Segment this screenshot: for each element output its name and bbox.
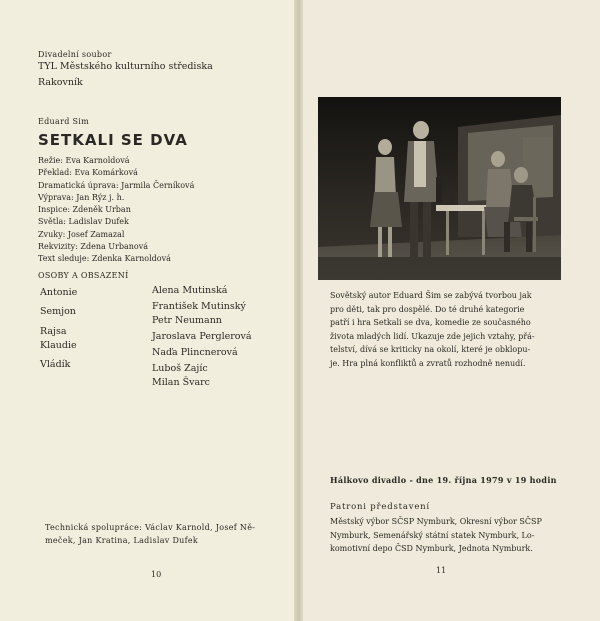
actor-name: Luboš Zajíc [152,363,208,374]
credit-line: Výprava: Jan Rýz j. h. [38,192,125,202]
credit-line: Zvuky: Josef Zamazal [38,229,125,239]
patrons-paragraph [330,515,551,556]
play-title: SETKALI SE DVA [38,131,188,149]
credit-line: Dramatická úprava: Jarmila Černíková [38,180,195,190]
troupe-label: Divadelní soubor [38,50,112,59]
description-line: telství, dívá se kriticky na okolí, které je obklopu- [330,345,531,355]
description-line: patří i hra Setkali se dva, komedie ze současného [330,318,531,328]
description-paragraph [330,289,551,371]
left-page [0,0,297,621]
patrons-line: Městský výbor SČSP Nymburk, Okresní výbor SČSP [330,517,542,526]
role-name: Semjon [40,306,76,317]
actors-list [152,284,252,390]
stage-photo [318,97,561,280]
patrons-line: komotivní depo ČSD Nymburk, Jednota Nymburk. [330,544,533,554]
troupe-name: TYL Městského kulturního střediska [38,61,213,72]
patrons-heading: Patroni představení [330,502,430,512]
patrons-line: Nymburk, Semenářský státní statek Nymburk, Lo- [330,530,535,540]
credits-list [38,155,194,266]
tech-credits-line: meček, Jan Kratina, Ladislav Dufek [45,536,199,545]
credit-line: Překlad: Eva Komárková [38,168,138,178]
credit-line: Režie: Eva Karnoldová [38,156,130,165]
actor-name: František Mutinský [152,301,246,312]
tech-credits-line: Technická spolupráce: Václav Karnold, Josef Ně- [45,523,256,532]
author: Eduard Sim [38,117,89,126]
credit-line: Inspice: Zdeněk Urban [38,205,131,215]
credit-line: Text sleduje: Zdenka Karnoldová [38,254,171,264]
description-line: pro děti, tak pro dospělé. Do té druhé kategorie [330,304,525,314]
cast-heading: OSOBY A OBSAZENÍ [38,271,129,280]
troupe-city: Rakovník [38,77,83,88]
actor-name: Naďa Plincnerová [152,347,238,358]
description-line: Sovětský autor Eduard Šim se zabývá tvorbou jak [330,291,532,300]
performance-info: Hálkovo divadlo - dne 19. října 1979 v 19 hodin [330,475,557,485]
role-name: Klaudie [40,340,77,351]
description-line: života mladých lidí. Ukazuje zde jejich vztahy, přá- [330,331,535,341]
actor-name: Petr Neumann [152,315,222,326]
page-number: 11 [436,566,447,575]
credit-line: Rekvizity: Zdena Urbanová [38,242,149,252]
actor-name: Jaroslava Perglerová [152,331,252,342]
role-name: Rajsa [40,326,67,337]
role-name: Vládík [40,359,71,370]
credit-line: Světla: Ladislav Dufek [38,217,129,227]
actor-name: Milan Švarc [152,377,211,388]
role-name: Antonie [40,287,78,298]
description-line: je. Hra plná konfliktů a zvratů rozhodně nenudí. [330,358,526,368]
stage-photo-image [318,97,561,280]
page-number: 10 [151,570,162,579]
actor-name: Alena Mutinská [152,285,228,296]
